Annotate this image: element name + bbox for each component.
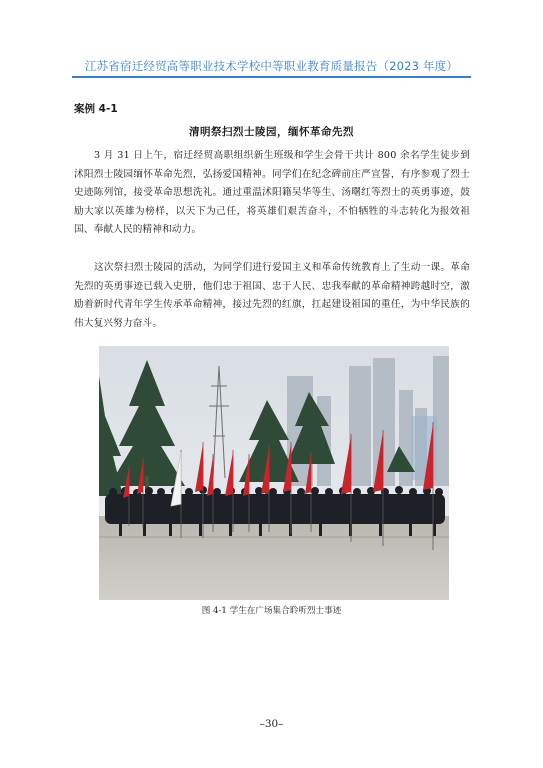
case-paragraph-2: 这次祭扫烈士陵园的活动，为同学们进行爱国主义和革命传统教育上了生动一课。革命先烈的英勇事迹已载入史册，他们忠于祖国、忠于人民、忠我奉献的革命精神跨越时空，激励着新时代青年学生传承革命精神，接过先烈的红旗，扛起建设祖国的重任，为中华民族的伟大复兴努力奋斗。 — [74, 262, 470, 329]
case-paragraph-1: 3 月 31 日上午，宿迁经贸高职组织新生班级和学生会骨干共计 800 余名学生徒步到沭阳烈士陵园缅怀革命先烈，弘扬爱国精神。同学们在纪念碑前庄严宣誓，有序参观了烈士史迹陈列馆，接受革命思想洗礼。通过重温沭阳籍吴华等生、汤曙红等烈士的英勇事迹，鼓励大家以英雄为榜样，以天下为己任，将英雄们艰苦奋斗，不怕牺牲的斗志转化为报效祖国、奉献人民的精神和动力。 — [74, 150, 470, 236]
report-header-title: 江苏省宿迁经贸高等职业技术学校中等职业教育质量报告（2023 年度） — [84, 59, 459, 73]
case-title: 清明祭扫烈士陵园，缅怀革命先烈 — [189, 126, 354, 138]
case-label: 案例 4-1 — [74, 103, 118, 115]
header-divider — [72, 76, 471, 78]
students-square-photo — [99, 346, 449, 600]
page-number: –30– — [259, 718, 284, 730]
figure-caption: 图 4-1 学生在广场集合聆听烈士事迹 — [201, 606, 342, 616]
